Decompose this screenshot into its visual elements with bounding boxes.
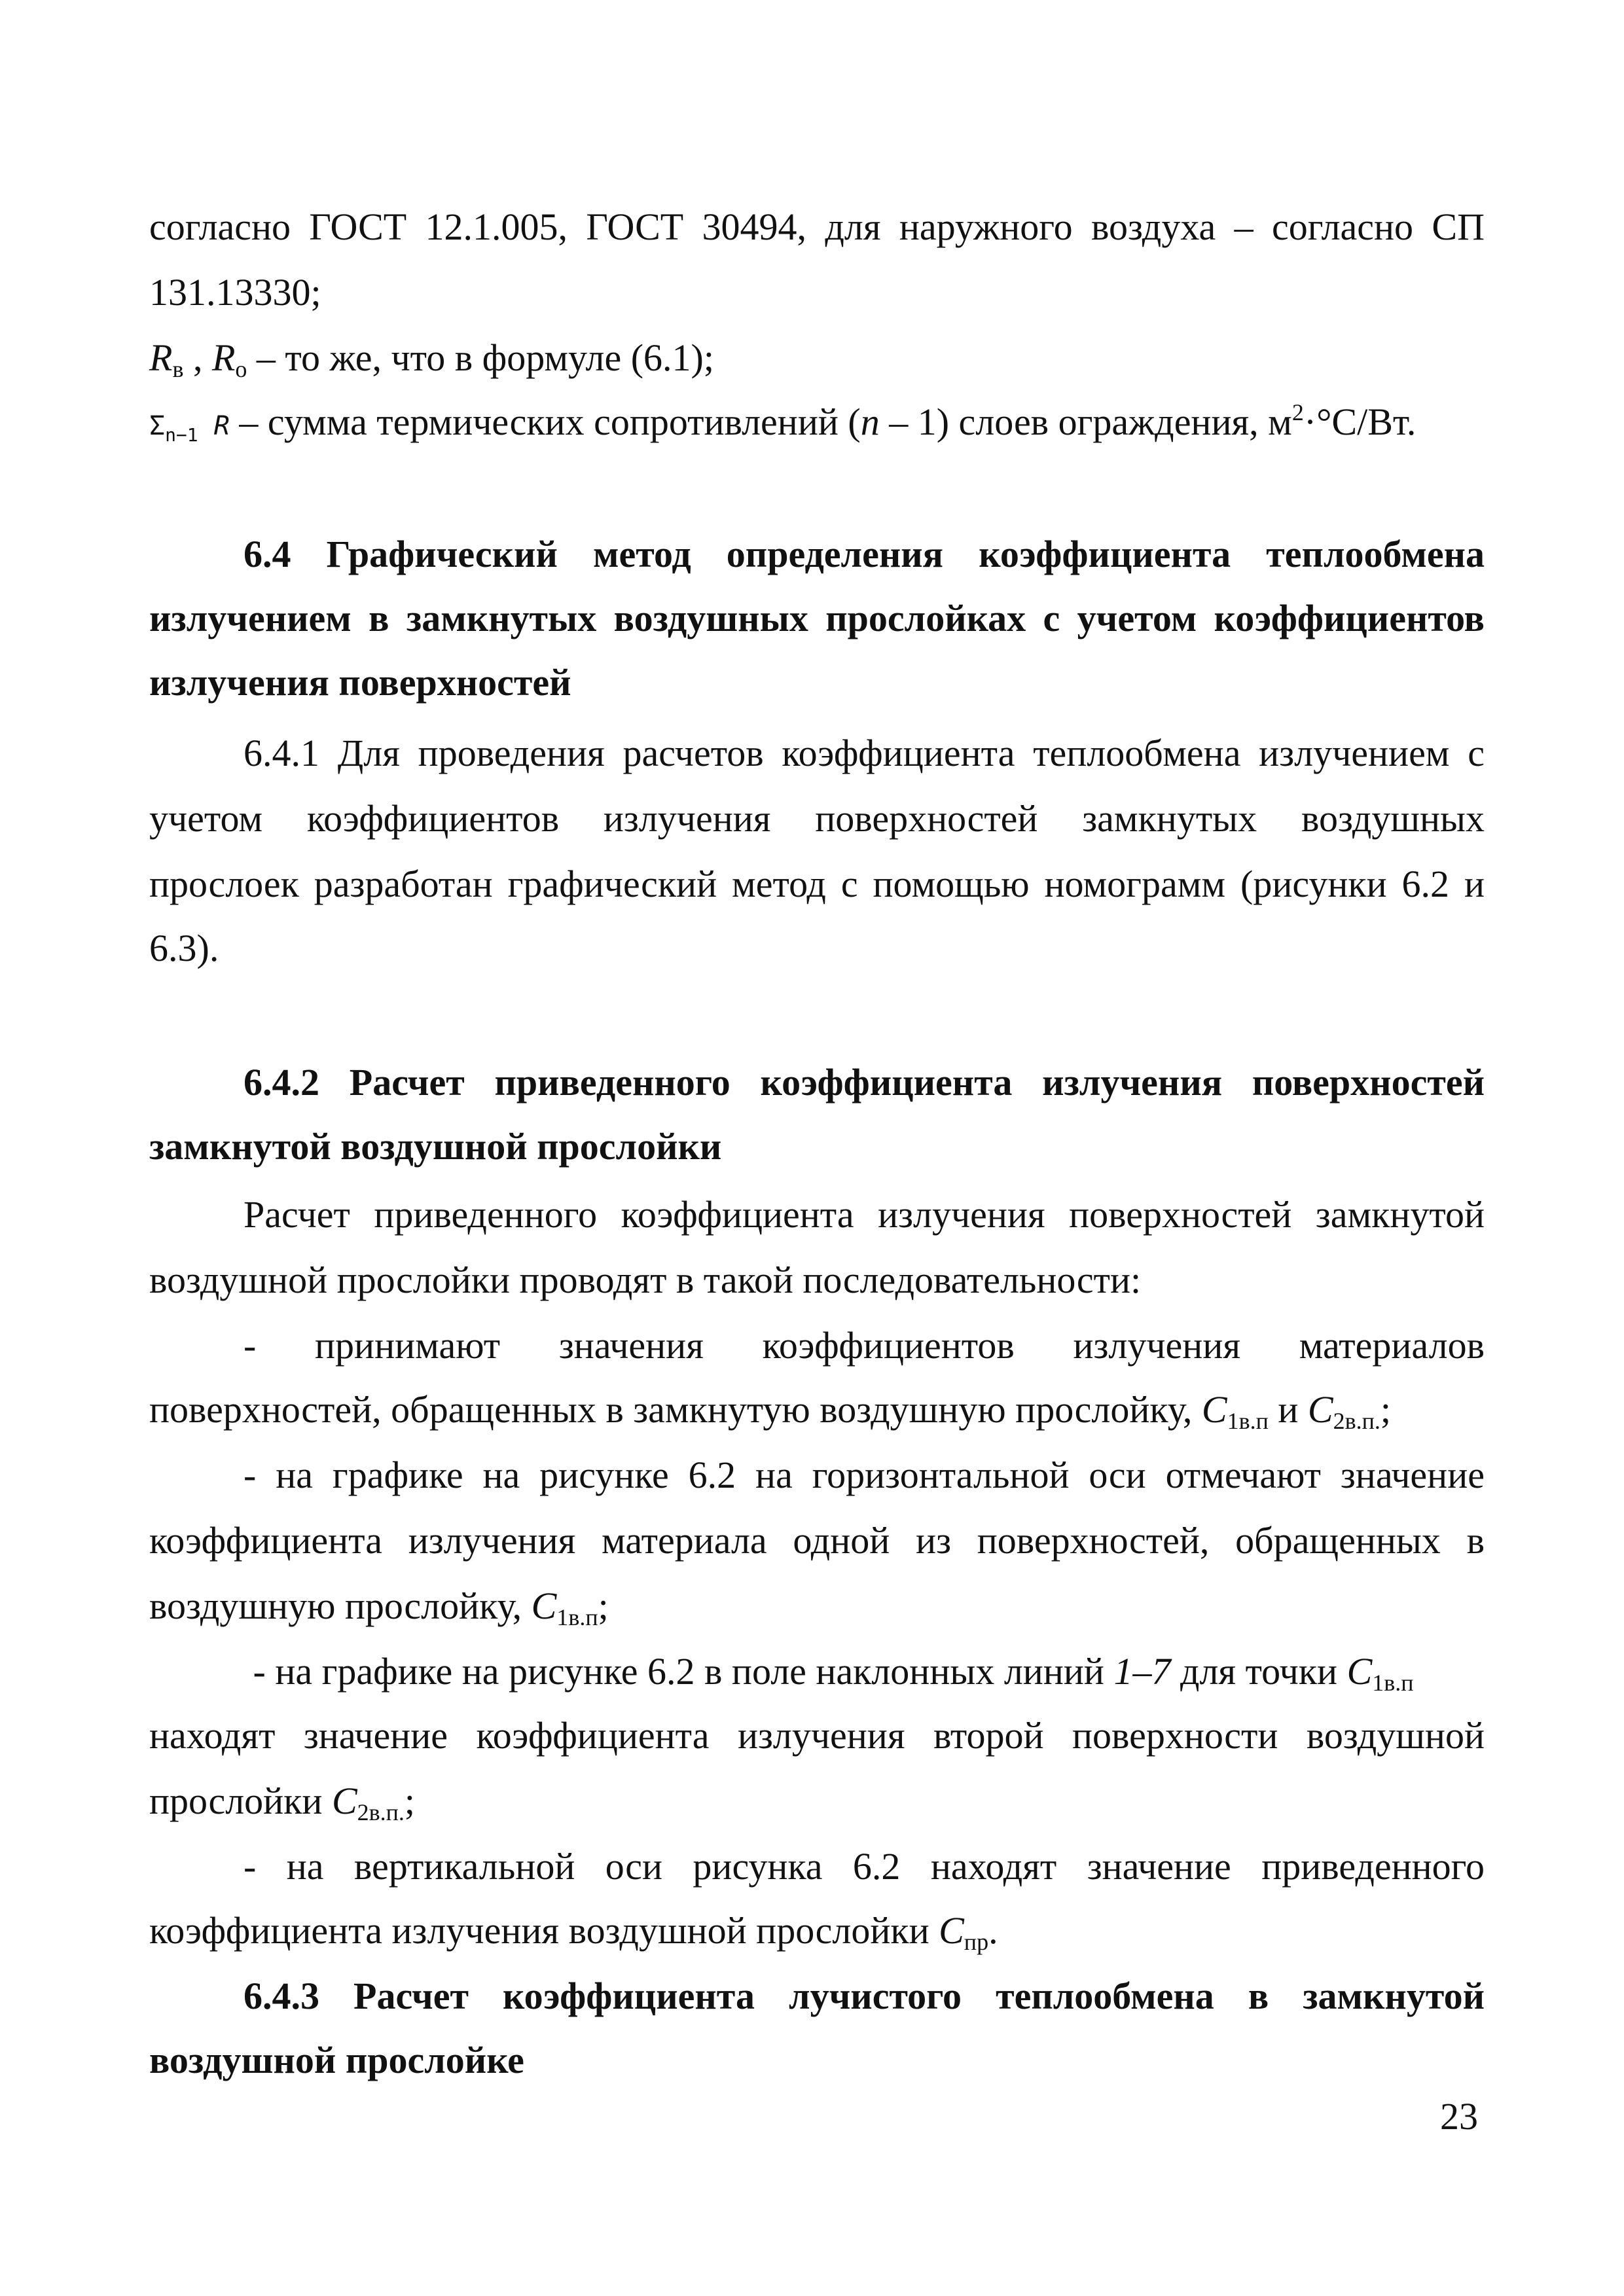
list-item: - принимают значения коэффициентов излучения материалов (244, 1324, 1485, 1367)
list-item: воздушную прослойку, $C_{1в.п}$; (149, 1585, 609, 1630)
paragraph-6-4-1: прослоек разработан графический метод с помощью номограмм (рисунки 6.2 и (149, 863, 1485, 905)
paragraph-intro: Расчет приведенного коэффициента излучения поверхностей замкнутой (244, 1193, 1485, 1236)
list-item: коэффициента излучения материала одной из поверхностей, обращенных в (149, 1519, 1485, 1562)
list-item: - на графике на рисунке 6.2 в поле наклонных линий 1–7 для точки $C_{1в.п}$ (244, 1650, 1414, 1696)
section-heading-6-4: излучения поверхностей (149, 661, 571, 704)
paragraph-intro: воздушной прослойки проводят в такой последовательности: (149, 1259, 1142, 1301)
list-item: - на вертикальной оси рисунка 6.2 находят значение приведенного (244, 1845, 1485, 1888)
section-heading-6-4-2: замкнутой воздушной прослойки (149, 1125, 722, 1168)
list-item: коэффициента излучения воздушной прослойки $C_{пр}$. (149, 1909, 998, 1955)
list-item: поверхностей, обращенных в замкнутую воздушную прослойку, $C_{1в.п}$ и $C_{2в.п.}$; (149, 1388, 1391, 1434)
paragraph-6-4-1: 6.4.1 Для проведения расчетов коэффициента теплообмена излучением с (244, 732, 1485, 774)
paragraph-6-4-1: учетом коэффициентов излучения поверхностей замкнутых воздушных (149, 797, 1485, 840)
symbol-definition-sum: $\Sigma_{n-1}$ R – сумма термических сопротивлений (n – 1) слоев ограждения, $м^2\cdot^\circ С/Вт$. (149, 399, 1416, 446)
section-heading-6-4: 6.4 Графический метод определения коэффициента теплообмена (244, 533, 1485, 575)
page-number: 23 (1440, 2095, 1478, 2138)
list-item: прослойки $C_{2в.п.}$; (149, 1780, 416, 1825)
list-item: находят значение коэффициента излучения второй поверхности воздушной (149, 1714, 1485, 1757)
paragraph-6-4-1: 6.3). (149, 927, 219, 969)
text-line: 131.13330; (149, 271, 321, 314)
section-heading-6-4-3: воздушной прослойке (149, 2039, 524, 2081)
section-heading-6-4-3: 6.4.3 Расчет коэффициента лучистого теплообмена в замкнутой (244, 1975, 1485, 2017)
section-heading-6-4: излучением в замкнутых воздушных прослойках с учетом коэффициентов (149, 597, 1485, 639)
section-heading-6-4-2: 6.4.2 Расчет приведенного коэффициента излучения поверхностей (244, 1061, 1485, 1103)
symbol-definition-r: $R_в$ , $R_о$ – то же, что в формуле (6.1); (149, 336, 714, 382)
text-line: согласно ГОСТ 12.1.005, ГОСТ 30494, для наружного воздуха – согласно СП (149, 206, 1485, 248)
list-item: - на графике на рисунке 6.2 на горизонтальной оси отмечают значение (244, 1454, 1485, 1496)
